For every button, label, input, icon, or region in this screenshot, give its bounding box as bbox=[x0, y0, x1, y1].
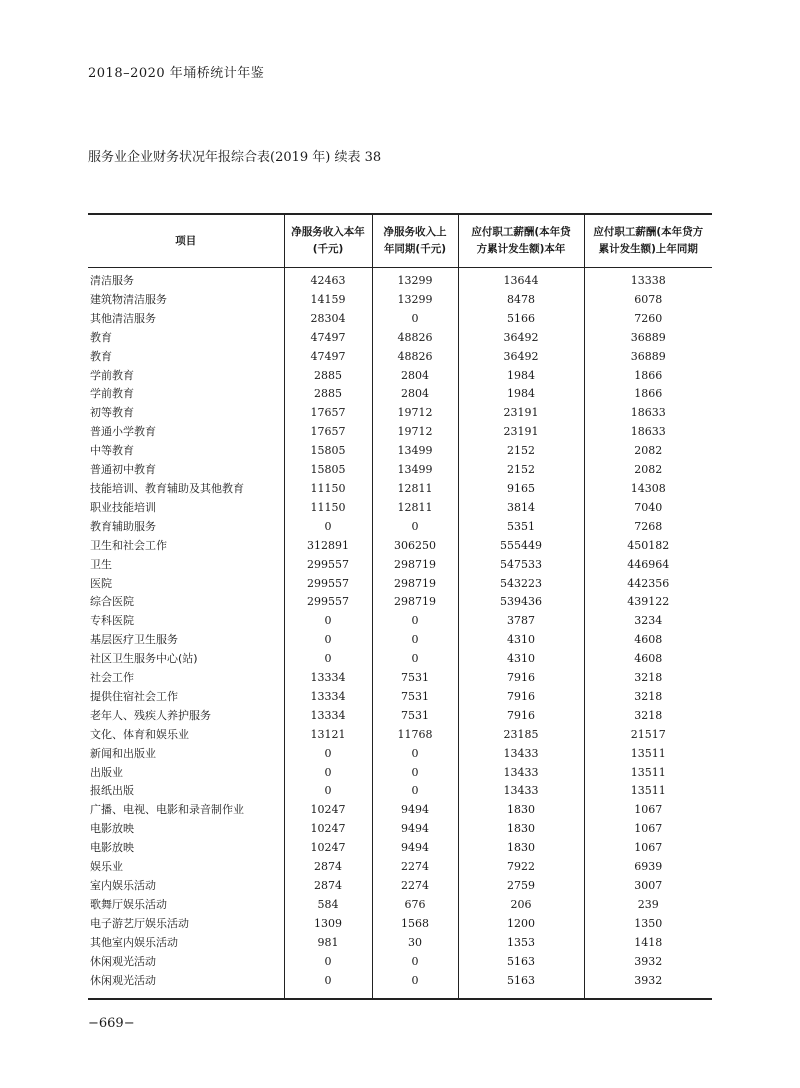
table-row bbox=[88, 688, 712, 707]
payroll-current-cell: 8478 bbox=[458, 291, 584, 310]
row-name-cell: 综合医院 bbox=[90, 595, 134, 609]
service-income-prior-cell: 48826 bbox=[372, 348, 458, 367]
payroll-prior-cell: 3218 bbox=[584, 707, 712, 726]
service-income-current-cell: 14159 bbox=[284, 291, 372, 310]
payroll-prior-cell: 3932 bbox=[584, 972, 712, 999]
service-income-prior-cell: 19712 bbox=[372, 404, 458, 423]
payroll-prior-cell: 13338 bbox=[584, 268, 712, 291]
payroll-current-cell: 1830 bbox=[458, 839, 584, 858]
service-income-prior-cell: 298719 bbox=[372, 575, 458, 594]
service-income-prior-cell: 12811 bbox=[372, 480, 458, 499]
table-row bbox=[88, 669, 712, 688]
service-income-current-cell: 10247 bbox=[284, 820, 372, 839]
service-income-current-cell: 10247 bbox=[284, 801, 372, 820]
table-row bbox=[88, 518, 712, 537]
payroll-current-cell: 2759 bbox=[458, 877, 584, 896]
service-income-current-cell: 17657 bbox=[284, 423, 372, 442]
payroll-current-cell: 36492 bbox=[458, 329, 584, 348]
service-income-prior-cell: 2274 bbox=[372, 877, 458, 896]
table-row bbox=[88, 972, 712, 999]
service-income-current-cell: 13334 bbox=[284, 688, 372, 707]
service-income-prior-cell: 0 bbox=[372, 782, 458, 801]
table-row bbox=[88, 839, 712, 858]
service-income-current-cell: 0 bbox=[284, 764, 372, 783]
service-income-prior-cell: 0 bbox=[372, 518, 458, 537]
payroll-prior-cell: 3007 bbox=[584, 877, 712, 896]
row-name-cell: 教育 bbox=[90, 349, 112, 363]
service-income-current-cell: 15805 bbox=[284, 442, 372, 461]
service-income-current-cell: 47497 bbox=[284, 329, 372, 348]
payroll-current-cell: 3787 bbox=[458, 612, 584, 631]
payroll-current-cell: 7916 bbox=[458, 669, 584, 688]
payroll-current-cell: 543223 bbox=[458, 575, 584, 594]
payroll-prior-cell: 3218 bbox=[584, 669, 712, 688]
payroll-prior-cell: 13511 bbox=[584, 782, 712, 801]
service-income-current-cell: 0 bbox=[284, 745, 372, 764]
row-name-cell: 提供住宿社会工作 bbox=[90, 689, 178, 703]
payroll-current-cell: 547533 bbox=[458, 556, 584, 575]
service-income-current-cell: 2885 bbox=[284, 367, 372, 386]
service-income-prior-cell: 0 bbox=[372, 650, 458, 669]
payroll-current-cell: 23191 bbox=[458, 423, 584, 442]
payroll-prior-cell: 18633 bbox=[584, 404, 712, 423]
service-income-current-cell: 981 bbox=[284, 934, 372, 953]
payroll-prior-cell: 3932 bbox=[584, 953, 712, 972]
header-item: 项目 bbox=[88, 214, 284, 268]
payroll-prior-cell: 6078 bbox=[584, 291, 712, 310]
payroll-current-cell: 5163 bbox=[458, 953, 584, 972]
row-name-cell: 建筑物清洁服务 bbox=[90, 292, 167, 306]
row-name-cell: 技能培训、教育辅助及其他教育 bbox=[90, 481, 244, 495]
payroll-prior-cell: 442356 bbox=[584, 575, 712, 594]
payroll-prior-cell: 4608 bbox=[584, 631, 712, 650]
service-income-current-cell: 28304 bbox=[284, 310, 372, 329]
service-income-current-cell: 11150 bbox=[284, 480, 372, 499]
service-income-prior-cell: 11768 bbox=[372, 726, 458, 745]
service-income-current-cell: 299557 bbox=[284, 593, 372, 612]
statistics-table bbox=[88, 213, 712, 1000]
payroll-current-cell: 3814 bbox=[458, 499, 584, 518]
service-income-prior-cell: 9494 bbox=[372, 839, 458, 858]
row-name-cell: 歌舞厅娱乐活动 bbox=[90, 897, 167, 911]
payroll-prior-cell: 1067 bbox=[584, 839, 712, 858]
row-name-cell: 报纸出版 bbox=[90, 784, 134, 798]
payroll-current-cell: 23185 bbox=[458, 726, 584, 745]
table-row bbox=[88, 423, 712, 442]
payroll-prior-cell: 3218 bbox=[584, 688, 712, 707]
service-income-current-cell: 2874 bbox=[284, 858, 372, 877]
service-income-prior-cell: 12811 bbox=[372, 499, 458, 518]
table-row bbox=[88, 291, 712, 310]
service-income-prior-cell: 0 bbox=[372, 310, 458, 329]
service-income-current-cell: 0 bbox=[284, 631, 372, 650]
service-income-prior-cell: 676 bbox=[372, 896, 458, 915]
table-row bbox=[88, 858, 712, 877]
row-name-cell: 电子游艺厅娱乐活动 bbox=[90, 916, 189, 930]
row-name-cell: 休闲观光活动 bbox=[90, 954, 156, 968]
payroll-prior-cell: 7040 bbox=[584, 499, 712, 518]
service-income-current-cell: 2885 bbox=[284, 385, 372, 404]
service-income-prior-cell: 7531 bbox=[372, 688, 458, 707]
table-row bbox=[88, 499, 712, 518]
service-income-prior-cell: 0 bbox=[372, 631, 458, 650]
table-row bbox=[88, 612, 712, 631]
service-income-current-cell: 47497 bbox=[284, 348, 372, 367]
service-income-current-cell: 0 bbox=[284, 972, 372, 999]
payroll-current-cell: 206 bbox=[458, 896, 584, 915]
service-income-current-cell: 0 bbox=[284, 518, 372, 537]
row-name-cell: 娱乐业 bbox=[90, 860, 123, 874]
table-row bbox=[88, 915, 712, 934]
table-row bbox=[88, 329, 712, 348]
payroll-prior-cell: 21517 bbox=[584, 726, 712, 745]
service-income-current-cell: 17657 bbox=[284, 404, 372, 423]
row-name-cell: 中等教育 bbox=[90, 444, 134, 458]
service-income-current-cell: 42463 bbox=[284, 268, 372, 291]
payroll-prior-cell: 36889 bbox=[584, 329, 712, 348]
data-table bbox=[88, 213, 712, 1000]
row-name-cell: 职业技能培训 bbox=[90, 500, 156, 514]
row-name-cell: 其他室内娱乐活动 bbox=[90, 935, 178, 949]
row-name-cell: 文化、体育和娱乐业 bbox=[90, 727, 189, 741]
service-income-current-cell: 13121 bbox=[284, 726, 372, 745]
row-name-cell: 专科医院 bbox=[90, 614, 134, 628]
service-income-prior-cell: 0 bbox=[372, 972, 458, 999]
payroll-prior-cell: 239 bbox=[584, 896, 712, 915]
payroll-prior-cell: 2082 bbox=[584, 442, 712, 461]
table-title: 服务业企业财务状况年报综合表(2019 年) 续表 38 bbox=[88, 150, 382, 165]
row-name-cell: 新闻和出版业 bbox=[90, 746, 156, 760]
payroll-prior-cell: 2082 bbox=[584, 461, 712, 480]
payroll-current-cell: 2152 bbox=[458, 461, 584, 480]
service-income-current-cell: 0 bbox=[284, 650, 372, 669]
service-income-prior-cell: 7531 bbox=[372, 669, 458, 688]
payroll-prior-cell: 1418 bbox=[584, 934, 712, 953]
service-income-prior-cell: 7531 bbox=[372, 707, 458, 726]
service-income-current-cell: 0 bbox=[284, 953, 372, 972]
row-name-cell: 医院 bbox=[90, 576, 112, 590]
table-row bbox=[88, 745, 712, 764]
service-income-prior-cell: 2274 bbox=[372, 858, 458, 877]
payroll-prior-cell: 1067 bbox=[584, 820, 712, 839]
row-name-cell: 社区卫生服务中心(站) bbox=[90, 652, 198, 666]
service-income-current-cell: 299557 bbox=[284, 556, 372, 575]
row-name-cell: 教育辅助服务 bbox=[90, 519, 156, 533]
table-row bbox=[88, 820, 712, 839]
row-name-cell: 老年人、残疾人养护服务 bbox=[90, 708, 211, 722]
payroll-current-cell: 23191 bbox=[458, 404, 584, 423]
service-income-prior-cell: 13299 bbox=[372, 291, 458, 310]
service-income-current-cell: 11150 bbox=[284, 499, 372, 518]
service-income-current-cell: 1309 bbox=[284, 915, 372, 934]
payroll-current-cell: 36492 bbox=[458, 348, 584, 367]
payroll-current-cell: 1353 bbox=[458, 934, 584, 953]
running-head: 2018–2020 年埇桥统计年鉴 bbox=[88, 66, 265, 81]
payroll-prior-cell: 6939 bbox=[584, 858, 712, 877]
table-row bbox=[88, 537, 712, 556]
service-income-current-cell: 13334 bbox=[284, 707, 372, 726]
row-name-cell: 学前教育 bbox=[90, 387, 134, 401]
payroll-current-cell: 1984 bbox=[458, 385, 584, 404]
row-name-cell: 社会工作 bbox=[90, 671, 134, 685]
table-body bbox=[88, 268, 712, 999]
service-income-prior-cell: 30 bbox=[372, 934, 458, 953]
table-row bbox=[88, 631, 712, 650]
payroll-current-cell: 9165 bbox=[458, 480, 584, 499]
row-name-cell: 清洁服务 bbox=[90, 274, 134, 287]
header-service-income-current: 净服务收入本年 (千元) bbox=[284, 214, 372, 268]
row-name-cell: 普通小学教育 bbox=[90, 425, 156, 439]
service-income-current-cell: 10247 bbox=[284, 839, 372, 858]
table-row bbox=[88, 268, 712, 291]
payroll-current-cell: 5163 bbox=[458, 972, 584, 999]
table-row bbox=[88, 707, 712, 726]
payroll-current-cell: 7916 bbox=[458, 688, 584, 707]
table-row bbox=[88, 367, 712, 386]
payroll-current-cell: 539436 bbox=[458, 593, 584, 612]
payroll-current-cell: 5351 bbox=[458, 518, 584, 537]
service-income-prior-cell: 0 bbox=[372, 745, 458, 764]
row-name-cell: 其他清洁服务 bbox=[90, 311, 156, 325]
row-name-cell: 休闲观光活动 bbox=[88, 972, 284, 999]
table-row bbox=[88, 953, 712, 972]
payroll-current-cell: 4310 bbox=[458, 650, 584, 669]
service-income-current-cell: 15805 bbox=[284, 461, 372, 480]
table-row bbox=[88, 461, 712, 480]
service-income-prior-cell: 0 bbox=[372, 764, 458, 783]
row-name-cell: 广播、电视、电影和录音制作业 bbox=[90, 803, 244, 817]
service-income-prior-cell: 298719 bbox=[372, 593, 458, 612]
service-income-prior-cell: 0 bbox=[372, 612, 458, 631]
payroll-current-cell: 7916 bbox=[458, 707, 584, 726]
payroll-current-cell: 555449 bbox=[458, 537, 584, 556]
service-income-prior-cell: 19712 bbox=[372, 423, 458, 442]
service-income-prior-cell: 2804 bbox=[372, 385, 458, 404]
row-name-cell: 卫生和社会工作 bbox=[90, 538, 167, 552]
payroll-prior-cell: 4608 bbox=[584, 650, 712, 669]
payroll-prior-cell: 14308 bbox=[584, 480, 712, 499]
table-row bbox=[88, 650, 712, 669]
table-row bbox=[88, 556, 712, 575]
payroll-current-cell: 2152 bbox=[458, 442, 584, 461]
payroll-prior-cell: 1866 bbox=[584, 385, 712, 404]
service-income-prior-cell: 13299 bbox=[372, 268, 458, 291]
table-row bbox=[88, 348, 712, 367]
table-row bbox=[88, 801, 712, 820]
payroll-current-cell: 1830 bbox=[458, 820, 584, 839]
service-income-prior-cell: 9494 bbox=[372, 801, 458, 820]
table-header-row bbox=[88, 214, 712, 268]
payroll-prior-cell: 7260 bbox=[584, 310, 712, 329]
table-row bbox=[88, 404, 712, 423]
row-name-cell: 学前教育 bbox=[90, 368, 134, 382]
payroll-current-cell: 5166 bbox=[458, 310, 584, 329]
row-name-cell: 出版业 bbox=[90, 765, 123, 779]
payroll-current-cell: 13433 bbox=[458, 764, 584, 783]
payroll-prior-cell: 13511 bbox=[584, 764, 712, 783]
row-name-cell: 教育 bbox=[90, 330, 112, 344]
table-row bbox=[88, 782, 712, 801]
table-row bbox=[88, 480, 712, 499]
payroll-prior-cell: 1866 bbox=[584, 367, 712, 386]
service-income-prior-cell: 13499 bbox=[372, 442, 458, 461]
payroll-prior-cell: 18633 bbox=[584, 423, 712, 442]
payroll-prior-cell: 3234 bbox=[584, 612, 712, 631]
service-income-current-cell: 13334 bbox=[284, 669, 372, 688]
service-income-current-cell: 0 bbox=[284, 612, 372, 631]
service-income-prior-cell: 48826 bbox=[372, 329, 458, 348]
payroll-current-cell: 13433 bbox=[458, 745, 584, 764]
service-income-prior-cell: 0 bbox=[372, 953, 458, 972]
payroll-current-cell: 1830 bbox=[458, 801, 584, 820]
service-income-prior-cell: 13499 bbox=[372, 461, 458, 480]
row-name-cell: 基层医疗卫生服务 bbox=[90, 633, 178, 647]
payroll-prior-cell: 13511 bbox=[584, 745, 712, 764]
table-row bbox=[88, 593, 712, 612]
table-row bbox=[88, 385, 712, 404]
row-name-cell: 电影放映 bbox=[90, 841, 134, 855]
service-income-prior-cell: 9494 bbox=[372, 820, 458, 839]
header-payroll-prior: 应付职工薪酬(本年贷方 累计发生额)上年同期 bbox=[584, 214, 712, 268]
service-income-prior-cell: 298719 bbox=[372, 556, 458, 575]
service-income-prior-cell: 306250 bbox=[372, 537, 458, 556]
service-income-current-cell: 299557 bbox=[284, 575, 372, 594]
row-name-cell: 普通初中教育 bbox=[90, 463, 156, 477]
payroll-current-cell: 1200 bbox=[458, 915, 584, 934]
header-service-income-prior: 净服务收入上 年同期(千元) bbox=[372, 214, 458, 268]
row-name-cell: 室内娱乐活动 bbox=[90, 879, 156, 892]
table-row bbox=[88, 764, 712, 783]
table-row bbox=[88, 877, 712, 896]
header-payroll-current: 应付职工薪酬(本年贷 方累计发生额)本年 bbox=[458, 214, 584, 268]
row-name-cell: 电影放映 bbox=[90, 822, 134, 836]
page-number: −669− bbox=[88, 1016, 135, 1031]
service-income-current-cell: 2874 bbox=[284, 877, 372, 896]
table-row bbox=[88, 310, 712, 329]
payroll-current-cell: 1984 bbox=[458, 367, 584, 386]
service-income-current-cell: 312891 bbox=[284, 537, 372, 556]
service-income-current-cell: 584 bbox=[284, 896, 372, 915]
payroll-current-cell: 7922 bbox=[458, 858, 584, 877]
payroll-prior-cell: 1350 bbox=[584, 915, 712, 934]
payroll-current-cell: 13433 bbox=[458, 782, 584, 801]
payroll-prior-cell: 439122 bbox=[584, 593, 712, 612]
payroll-prior-cell: 446964 bbox=[584, 556, 712, 575]
row-name-cell: 卫生 bbox=[90, 557, 112, 571]
row-name-cell: 初等教育 bbox=[90, 406, 134, 420]
payroll-prior-cell: 36889 bbox=[584, 348, 712, 367]
table-row bbox=[88, 442, 712, 461]
payroll-current-cell: 4310 bbox=[458, 631, 584, 650]
service-income-prior-cell: 2804 bbox=[372, 367, 458, 386]
service-income-prior-cell: 1568 bbox=[372, 915, 458, 934]
payroll-current-cell: 13644 bbox=[458, 268, 584, 291]
table-row bbox=[88, 934, 712, 953]
payroll-prior-cell: 1067 bbox=[584, 801, 712, 820]
table-row bbox=[88, 896, 712, 915]
service-income-current-cell: 0 bbox=[284, 782, 372, 801]
table-row bbox=[88, 575, 712, 594]
table-row bbox=[88, 726, 712, 745]
payroll-prior-cell: 450182 bbox=[584, 537, 712, 556]
payroll-prior-cell: 7268 bbox=[584, 518, 712, 537]
